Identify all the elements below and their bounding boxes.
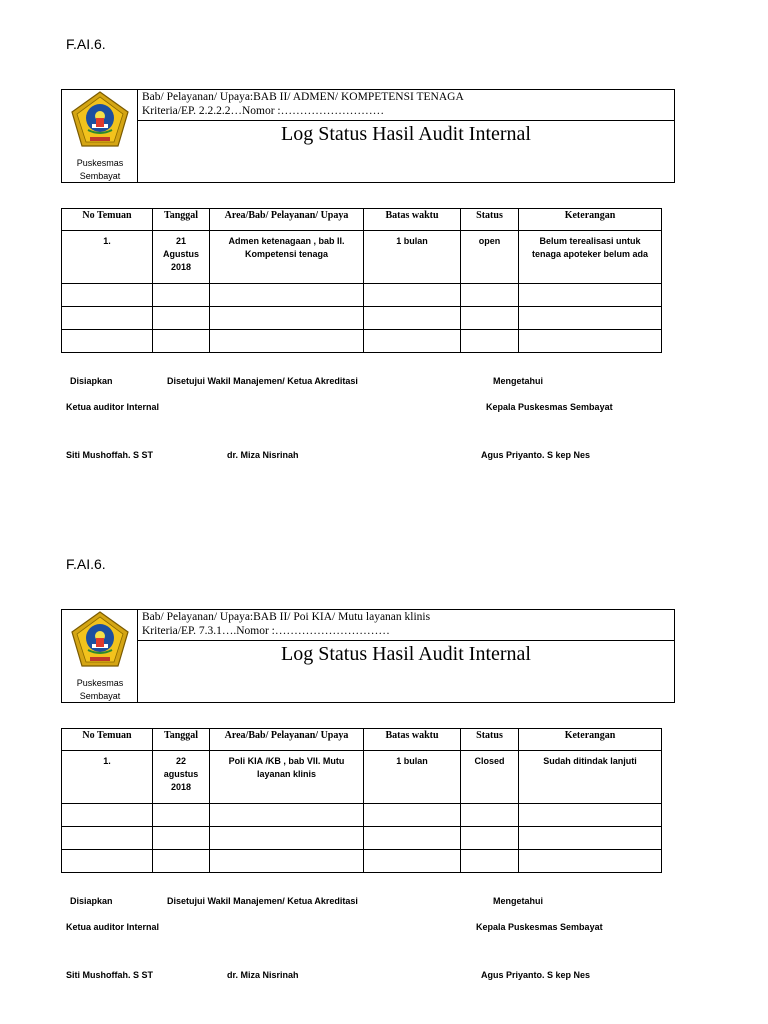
audit-log-table [61,728,662,873]
empty-cell [364,850,461,873]
kepala-puskesmas-label: Kepala Puskesmas Sembayat [486,402,613,412]
empty-cell [153,284,210,307]
column-header: Status [461,729,519,751]
empty-cell [62,330,153,353]
column-header: Keterangan [519,209,662,231]
logo-cell [62,610,138,702]
header-info [138,610,674,702]
empty-cell [519,804,662,827]
audit-form-1 [0,0,768,480]
table-row [62,231,662,284]
puskesmas-logo-icon [68,90,132,152]
cell-line: 22 [175,756,186,766]
empty-cell [461,284,519,307]
empty-cell [153,307,210,330]
logo-caption-line: Puskesmas [76,158,124,168]
column-header: Batas waktu [364,209,461,231]
empty-cell [210,804,364,827]
cell-tanggal [153,231,210,284]
ketua-auditor-label: Ketua auditor Internal [66,922,160,932]
disetujui-label: Disetujui Wakil Manajemen/ Ketua Akreditasi [167,376,358,386]
cell-area [210,751,364,804]
empty-cell [210,307,364,330]
table-row-empty [62,804,662,827]
column-header: Status [461,209,519,231]
logo-caption-line: Puskesmas [76,678,124,688]
cell-status: open [461,231,519,284]
disiapkan-label: Disiapkan [70,896,113,906]
empty-cell [364,330,461,353]
audit-log-table [61,208,662,353]
cell-line: Kompetensi tenaga [244,249,329,259]
kepala-puskesmas-label: Kepala Puskesmas Sembayat [476,922,603,932]
document-title: Log Status Hasil Audit Internal [281,643,531,665]
table-row-empty [62,284,662,307]
cell-line: tenaga apoteker belum ada [531,249,649,259]
empty-cell [62,307,153,330]
column-header: Tanggal [153,209,210,231]
cell-batas-waktu: 1 bulan [364,751,461,804]
table-row-empty [62,330,662,353]
empty-cell [153,804,210,827]
column-header: Keterangan [519,729,662,751]
header-info [138,90,674,182]
empty-cell [210,284,364,307]
empty-cell [364,284,461,307]
cell-keterangan [519,751,662,804]
empty-cell [519,850,662,873]
document-title: Log Status Hasil Audit Internal [281,123,531,145]
empty-cell [519,827,662,850]
empty-cell [461,330,519,353]
document-code: F.AI.6. [66,556,106,572]
cell-keterangan [519,231,662,284]
ketua-auditor-label: Ketua auditor Internal [66,402,160,412]
empty-cell [461,804,519,827]
empty-cell [153,850,210,873]
signatory-name: Agus Priyanto. S kep Nes [481,450,591,460]
column-header: No Temuan [62,729,153,751]
logo-caption-line: Sembayat [79,171,121,181]
disiapkan-label: Disiapkan [70,376,113,386]
table-row-empty [62,850,662,873]
empty-cell [461,307,519,330]
empty-cell [364,827,461,850]
audit-form-2 [0,520,768,1000]
empty-cell [364,307,461,330]
empty-cell [153,330,210,353]
table-header-row [62,209,662,231]
kriteria-line: Kriteria/EP. 2.2.2.2…Nomor :……………………… [142,105,385,117]
mengetahui-label: Mengetahui [493,376,544,386]
empty-cell [461,850,519,873]
empty-cell [519,307,662,330]
signatory-name: Agus Priyanto. S kep Nes [481,970,591,980]
empty-cell [153,827,210,850]
cell-no-temuan: 1. [62,751,153,804]
table-header-row [62,729,662,751]
document-code: F.AI.6. [66,36,106,52]
logo-caption-line: Sembayat [79,691,121,701]
cell-area [210,231,364,284]
column-header: No Temuan [62,209,153,231]
table-row [62,751,662,804]
logo-cell [62,90,138,182]
empty-cell [210,827,364,850]
cell-no-temuan: 1. [62,231,153,284]
signatory-name: Siti Mushoffah. S ST [66,970,153,980]
empty-cell [364,804,461,827]
cell-line: Agustus [163,249,199,259]
cell-line: Belum terealisasi untuk [539,236,641,246]
cell-tanggal [153,751,210,804]
empty-cell [62,850,153,873]
cell-batas-waktu: 1 bulan [364,231,461,284]
signatory-name: dr. Miza Nisrinah [227,970,299,980]
cell-line: 2018 [170,782,192,792]
table-row-empty [62,307,662,330]
empty-cell [461,827,519,850]
mengetahui-label: Mengetahui [493,896,544,906]
cell-line: Admen ketenagaan , bab II. [228,236,345,246]
kriteria-line: Kriteria/EP. 7.3.1….Nomor :………………………… [142,625,390,637]
form-header [61,89,675,183]
signatory-name: Siti Mushoffah. S ST [66,450,153,460]
cell-status: Closed [461,751,519,804]
empty-cell [210,850,364,873]
disetujui-label: Disetujui Wakil Manajemen/ Ketua Akreditasi [167,896,358,906]
cell-line: Sudah ditindak lanjuti [543,756,637,766]
empty-cell [62,804,153,827]
empty-cell [210,330,364,353]
empty-cell [62,284,153,307]
logo-caption [62,677,138,703]
empty-cell [62,827,153,850]
form-header [61,609,675,703]
column-header: Tanggal [153,729,210,751]
table-row-empty [62,827,662,850]
bab-pelayanan-line: Bab/ Pelayanan/ Upaya:BAB II/ Poi KIA/ Mutu layanan klinis [142,611,431,623]
signatory-name: dr. Miza Nisrinah [227,450,299,460]
bab-pelayanan-line: Bab/ Pelayanan/ Upaya:BAB II/ ADMEN/ KOMPETENSI TENAGA [142,91,464,103]
cell-line: Poli KIA /KB , bab VII. Mutu [228,756,345,766]
column-header: Batas waktu [364,729,461,751]
column-header: Area/Bab/ Pelayanan/ Upaya [210,729,364,751]
cell-line: layanan klinis [256,769,317,779]
logo-caption [62,157,138,183]
cell-line: 2018 [170,262,192,272]
cell-line: 21 [175,236,186,246]
column-header: Area/Bab/ Pelayanan/ Upaya [210,209,364,231]
cell-line: agustus [163,769,199,779]
empty-cell [519,284,662,307]
empty-cell [519,330,662,353]
puskesmas-logo-icon [68,610,132,672]
